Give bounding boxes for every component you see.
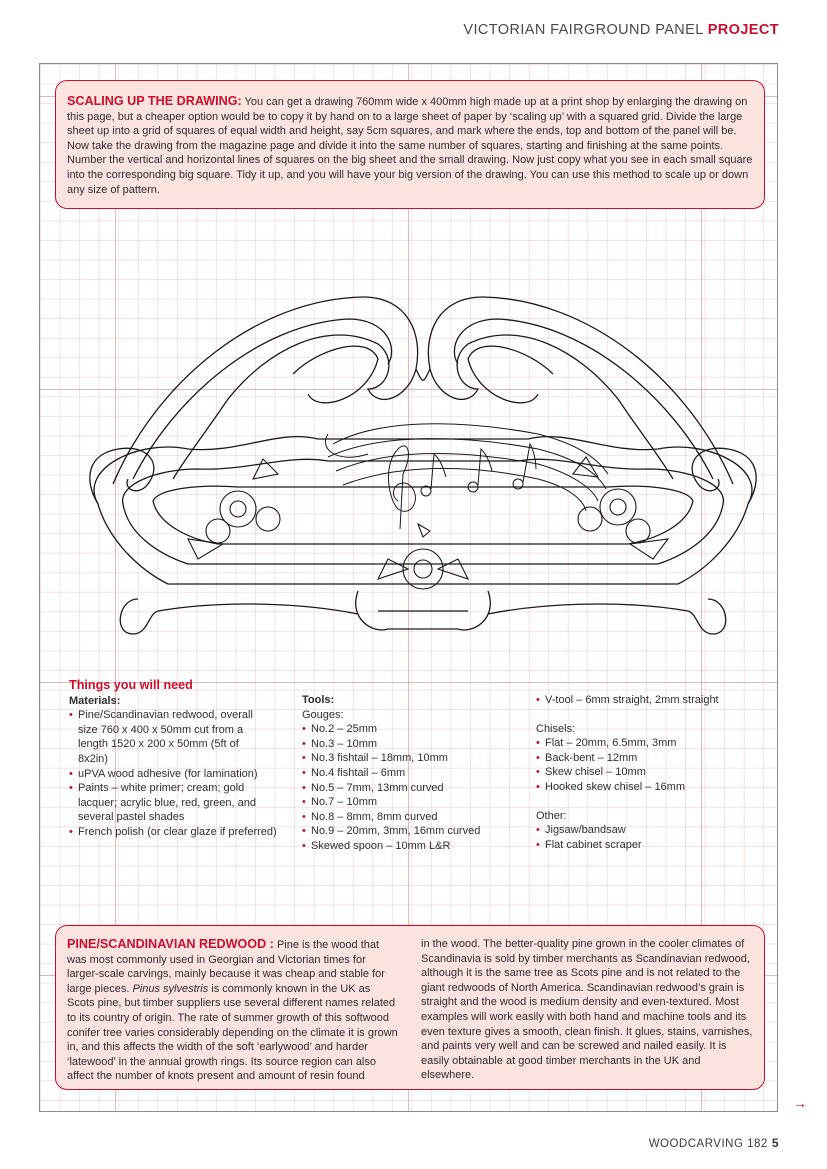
list-item: • Pine/Scandinavian redwood, overall size 760 x 400 x 50mm cut from a length 1520 x 200 x 50mm (5ft of 8x2in) [69, 708, 253, 766]
pattern-sheet [39, 63, 778, 1112]
pine-text-a: Pine is the wood that was most commonly used in Georgian and Victorian times for larger-scale carvings, mainly because it was cheap and stable for large pieces. [67, 939, 385, 995]
page-number: 5 [771, 1136, 779, 1150]
pine-text-b: is commonly known in the UK as Scots pine, but timber suppliers use several different names related to its country of origin. The rate of summer growth of this softwood conifer tree varies considerably depending on the climate it is grown in, and this affects the width of the soft ‘earlywood’ and harder ‘latewood’ in the annual growth rings. Its source region can also affect the number of knots present and amount of resin found [67, 982, 398, 1083]
list-item: • No.9 – 20mm, 3mm, 16mm curved [302, 824, 512, 839]
gouges-list [302, 722, 512, 853]
list-item: • No.3 fishtail – 18mm, 10mm [302, 751, 512, 766]
list-item: • No.3 – 10mm [302, 737, 512, 752]
list-item: • French polish (or clear glaze if preferred) [69, 825, 299, 840]
materials-label: Materials: [69, 694, 121, 707]
other-list [536, 823, 756, 852]
gouges-label: Gouges: [302, 708, 344, 721]
pine-redwood-callout [55, 925, 765, 1090]
list-item: • Skewed spoon – 10mm L&R [302, 839, 512, 854]
list-item: • Flat – 20mm, 6.5mm, 3mm [536, 736, 756, 751]
materials-column [69, 678, 299, 840]
scaling-callout [55, 80, 765, 209]
magazine-issue: WOODCARVING 182 [648, 1138, 768, 1150]
list-item: • Hooked skew chisel – 16mm [536, 780, 756, 795]
list-item: • uPVA wood adhesive (for lamination) [69, 767, 299, 782]
vtool-list [536, 693, 756, 708]
chisels-label: Chisels: [536, 722, 576, 735]
needs-heading: Things you will need [69, 678, 193, 692]
pine-column-1 [67, 937, 399, 1083]
list-item: • V-tool – 6mm straight, 2mm straight [536, 693, 756, 708]
chisels-list [536, 736, 756, 794]
other-label: Other: [536, 809, 567, 822]
list-item: • Back-bent – 12mm [536, 751, 756, 766]
section-label: PROJECT [707, 22, 779, 38]
pine-latin-name: Pinus sylvestris [132, 982, 209, 995]
tools-column [302, 693, 512, 854]
carving-pattern-drawing [78, 239, 768, 639]
chisels-other-column [536, 693, 756, 852]
list-item: • Jigsaw/bandsaw [536, 823, 756, 838]
list-item: • No.2 – 25mm [302, 722, 512, 737]
list-item: • Paints – white primer; cream; gold lacquer; acrylic blue, red, green, and several pastel shades [69, 781, 263, 825]
scaling-body: You can get a drawing 760mm wide x 400mm high made up at a print shop by enlarging the drawing on this page, but a cheaper option would be to copy it by hand on to a large sheet of paper by ‘scaling up’ with a squared grid. Divide the large sheet up into a grid of squares of equal width and height, say 5cm squares, and mark where the ends, top and bottom of the panel will be. Now take the drawing from the magazine page and divide it into the same number of squares, starting and finishing at the same points. Number the vertical and horizontal lines of squares on the big sheet and the small drawing. Now just copy what you see in each small square into the corresponding big square. Tidy it up, and you will have your big version of the drawing. You can use this method to scale up or down any size of pattern. [67, 96, 753, 196]
next-page-arrow-icon: → [793, 1095, 807, 1111]
list-item: • Skew chisel – 10mm [536, 765, 756, 780]
list-item: • No.8 – 8mm, 8mm curved [302, 810, 512, 825]
list-item: • No.4 fishtail – 6mm [302, 766, 512, 781]
list-item: • Flat cabinet scraper [536, 838, 756, 853]
pine-text-c: in the wood. The better-quality pine grown in the cooler climates of Scandinavia is sold by timber merchants as Scandinavian redwood, although it is the same tree as Scots pine and is not related to the giant redwoods of North America. Scandinavian redwood’s grain is straight and the wood is medium density and even-textured. Most examples will work easily with both hand and machine tools and its even texture gives a smooth, clean finish. It glues, stains, varnishes, and paints very well and can be screwed and nailed easily. It is easily obtainable at good timber merchants in the UK and elsewhere. [421, 938, 753, 1082]
pine-title: PINE/SCANDINAVIAN REDWOOD : [67, 937, 274, 951]
page-header [463, 22, 779, 38]
list-item: • No.5 – 7mm, 13mm curved [302, 781, 512, 796]
materials-list [69, 708, 299, 839]
scaling-title: SCALING UP THE DRAWING: [67, 94, 242, 108]
list-item: • No.7 – 10mm [302, 795, 512, 810]
article-title: VICTORIAN FAIRGROUND PANEL [463, 22, 704, 38]
page-footer [649, 1136, 779, 1150]
pine-column-2 [421, 937, 753, 1082]
tools-label: Tools: [302, 694, 335, 706]
